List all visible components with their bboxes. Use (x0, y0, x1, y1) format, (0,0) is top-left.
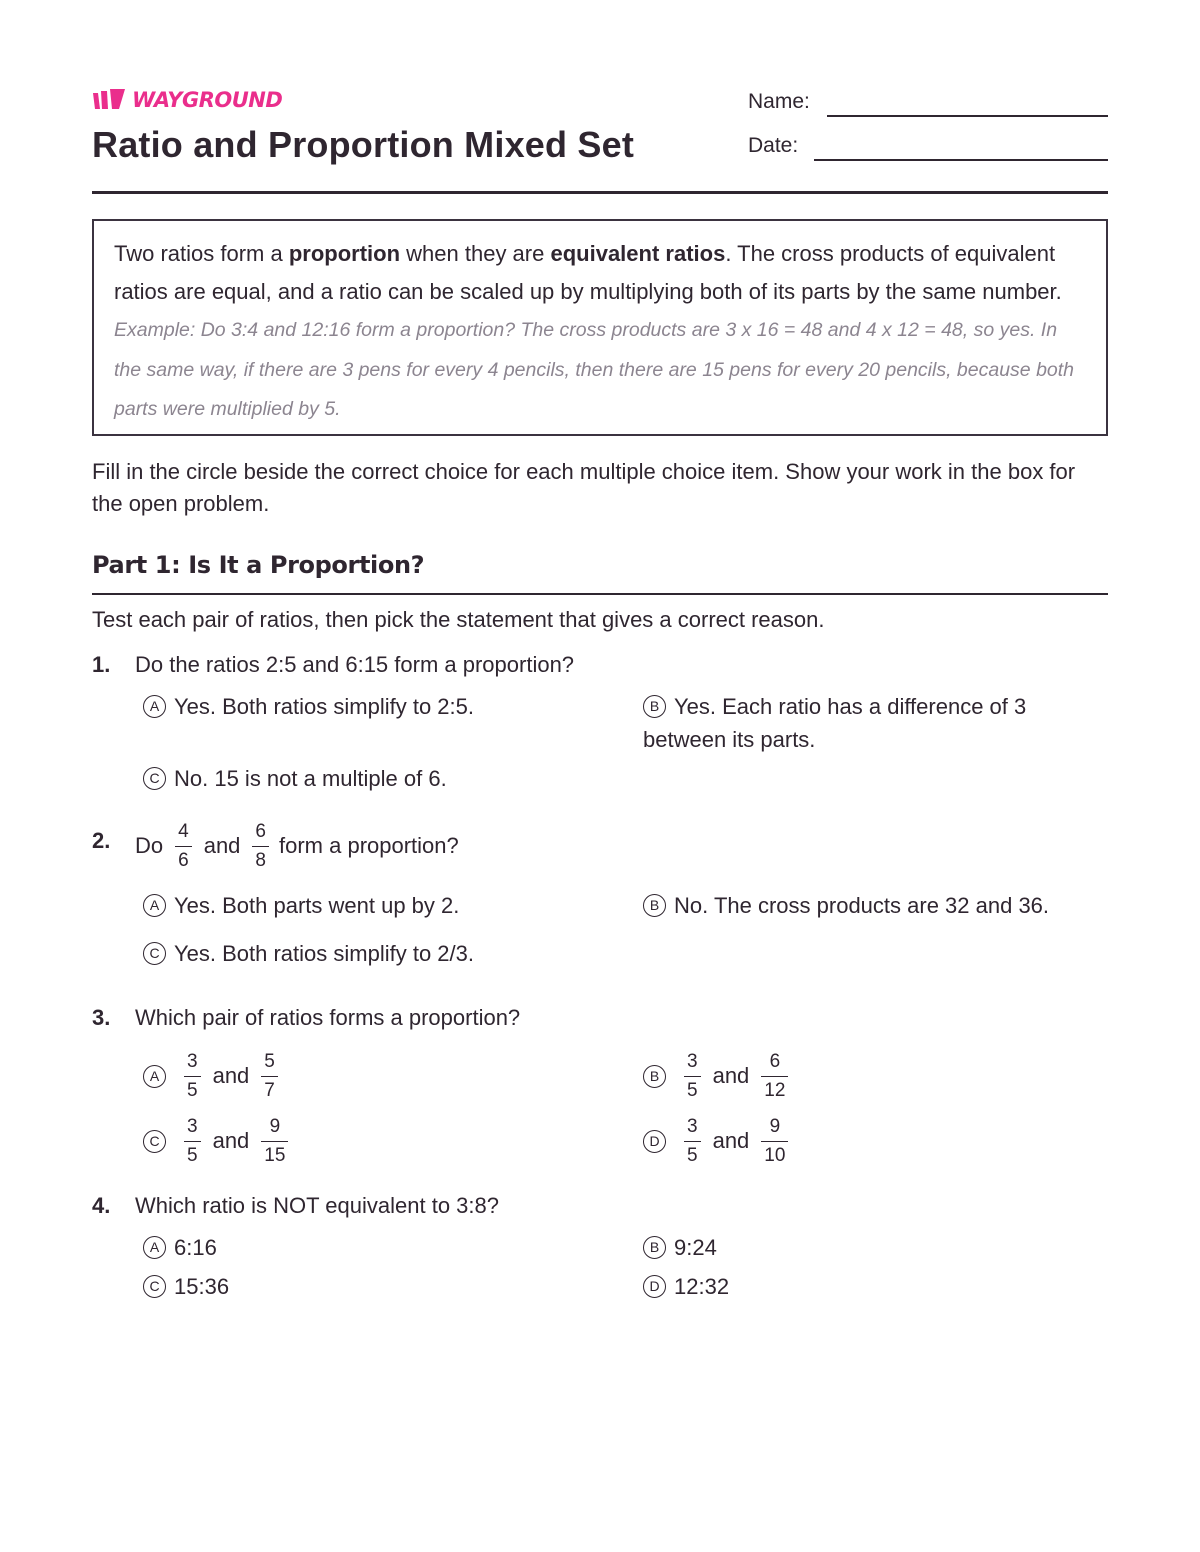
q4-choice-d[interactable] (643, 1270, 729, 1303)
q3-c-fraction-2 (261, 1116, 288, 1167)
q1-choice-c[interactable] (143, 762, 447, 795)
q3-c-fraction-1-denominator: 5 (187, 1144, 198, 1166)
name-field[interactable] (827, 115, 1108, 117)
page-title: Ratio and Proportion Mixed Set (92, 124, 635, 165)
intro-box (92, 219, 1108, 436)
q4-choice-d-text: 12:32 (674, 1274, 730, 1299)
q2-fraction-2-denominator: 8 (255, 849, 266, 871)
intro-text-2: when they are (400, 241, 551, 266)
intro-text-1: Two ratios form a (114, 241, 289, 266)
q2-choice-b-bubble[interactable]: B (643, 894, 666, 917)
q3-a-and: and (212, 1063, 250, 1088)
q2-fraction-1 (175, 821, 192, 872)
q3-choice-a-bubble[interactable]: A (143, 1065, 166, 1088)
q4-choice-c-text: 15:36 (174, 1274, 230, 1299)
q3-choice-c[interactable] (143, 1110, 292, 1172)
question-1-number: 1. (92, 652, 111, 677)
q1-choice-b-text: Yes. Each ratio has a difference of 3 between its parts. (643, 694, 1027, 752)
q3-a-fraction-1-numerator: 3 (184, 1051, 201, 1077)
q3-d-fraction-2-numerator: 9 (761, 1116, 788, 1142)
q1-choice-c-text: No. 15 is not a multiple of 6. (174, 766, 447, 791)
question-2-text (135, 816, 459, 876)
q3-d-fraction-1-numerator: 3 (684, 1116, 701, 1142)
question-2-number: 2. (92, 828, 111, 853)
q2-and: and (203, 833, 241, 858)
q2-choice-c-text: Yes. Both ratios simplify to 2/3. (174, 941, 474, 966)
q4-choice-c-bubble[interactable]: C (143, 1275, 166, 1298)
question-4-text: Which ratio is NOT equivalent to 3:8? (135, 1193, 499, 1218)
intro-term-proportion: proportion (288, 241, 401, 266)
q3-b-fraction-1-denominator: 5 (687, 1079, 698, 1101)
q4-choice-b-text: 9:24 (674, 1235, 717, 1260)
q2-choice-a-bubble[interactable]: A (143, 894, 166, 917)
q4-choice-a-bubble[interactable]: A (143, 1236, 166, 1259)
q3-b-and: and (712, 1063, 750, 1088)
q3-d-fraction-2-denominator: 10 (764, 1144, 786, 1166)
q3-a-fraction-2-denominator: 7 (264, 1079, 275, 1101)
q3-choice-d-bubble[interactable]: D (643, 1130, 666, 1153)
brand-name: WAYGROUND (132, 88, 283, 112)
q3-choice-b[interactable] (643, 1045, 792, 1107)
q2-choice-a-text: Yes. Both parts went up by 2. (174, 893, 460, 918)
q3-c-fraction-2-denominator: 15 (264, 1144, 286, 1166)
q2-fraction-1-denominator: 6 (178, 849, 189, 871)
q2-choice-b-text: No. The cross products are 32 and 36. (674, 893, 1050, 918)
q2-fraction-2-numerator: 6 (252, 821, 269, 847)
q3-a-fraction-1-denominator: 5 (187, 1079, 198, 1101)
question-2-text-end: form a proportion? (279, 833, 459, 858)
q4-choice-b-bubble[interactable]: B (643, 1236, 666, 1259)
q3-b-fraction-1 (684, 1051, 701, 1102)
intro-term-equivalent-ratios: equivalent ratios (550, 241, 726, 266)
part-1-title: Part 1: Is It a Proportion? (92, 551, 425, 579)
wayground-logo-icon (92, 89, 126, 111)
q2-choice-c[interactable] (143, 937, 474, 970)
q1-choice-b-bubble[interactable]: B (643, 695, 666, 718)
intro-example: Example: Do 3:4 and 12:16 form a proportion? The cross products are 3 x 16 = 48 and 4 x 12 = 48, so yes. In the same way, if there are 3 pens for every 4 pencils, then there are 15 pens for every 20 pencils, because both parts were multiplied by 5. (114, 319, 1075, 420)
part-1-description: Test each pair of ratios, then pick the statement that gives a correct reason. (92, 607, 825, 632)
q3-a-fraction-2-numerator: 5 (261, 1051, 278, 1077)
header-divider (92, 191, 1108, 194)
q3-choice-a[interactable] (143, 1045, 282, 1107)
date-field[interactable] (814, 159, 1108, 161)
intro-text-3: . The cross products of equivalent ratios are equal, and a ratio can be scaled up by multiplying both of its parts by the same number. (114, 241, 1062, 304)
question-1-text: Do the ratios 2:5 and 6:15 form a proportion? (135, 652, 575, 677)
instructions: Fill in the circle beside the correct choice for each multiple choice item. Show your work in the box for the open problem. (92, 459, 1076, 516)
q3-c-and: and (212, 1128, 250, 1153)
q1-choice-b[interactable] (643, 690, 1108, 756)
q4-choice-a-text: 6:16 (174, 1235, 217, 1260)
q3-b-fraction-2-denominator: 12 (764, 1079, 786, 1101)
part-1-divider (92, 593, 1108, 595)
q3-d-fraction-2 (761, 1116, 788, 1167)
q1-choice-a-text: Yes. Both ratios simplify to 2:5. (174, 694, 474, 719)
q3-b-fraction-2 (761, 1051, 788, 1102)
q3-a-fraction-1 (184, 1051, 201, 1102)
q1-choice-c-bubble[interactable]: C (143, 767, 166, 790)
q3-a-fraction-2 (261, 1051, 278, 1102)
q2-choice-a[interactable] (143, 889, 459, 922)
q3-choice-b-bubble[interactable]: B (643, 1065, 666, 1088)
q3-c-fraction-1 (184, 1116, 201, 1167)
q3-choice-c-bubble[interactable]: C (143, 1130, 166, 1153)
question-2-text-do: Do (135, 833, 164, 858)
date-label: Date: (748, 134, 799, 157)
q2-choice-c-bubble[interactable]: C (143, 942, 166, 965)
q1-choice-a[interactable] (143, 690, 474, 723)
q3-b-fraction-1-numerator: 3 (684, 1051, 701, 1077)
name-label: Name: (748, 90, 810, 113)
question-4-number: 4. (92, 1193, 111, 1218)
q3-choice-d[interactable] (643, 1110, 792, 1172)
q3-d-and: and (712, 1128, 750, 1153)
q3-d-fraction-1-denominator: 5 (687, 1144, 698, 1166)
question-3-number: 3. (92, 1005, 111, 1030)
question-3-text: Which pair of ratios forms a proportion? (135, 1005, 521, 1030)
q3-c-fraction-2-numerator: 9 (261, 1116, 288, 1142)
q4-choice-b[interactable] (643, 1231, 717, 1264)
q3-c-fraction-1-numerator: 3 (184, 1116, 201, 1142)
q4-choice-a[interactable] (143, 1231, 217, 1264)
q3-b-fraction-2-numerator: 6 (761, 1051, 788, 1077)
q4-choice-c[interactable] (143, 1270, 229, 1303)
brand-logo (92, 88, 282, 112)
q2-choice-b[interactable] (643, 889, 1049, 922)
q4-choice-d-bubble[interactable]: D (643, 1275, 666, 1298)
q2-fraction-2 (252, 821, 269, 872)
q3-d-fraction-1 (684, 1116, 701, 1167)
q1-choice-a-bubble[interactable]: A (143, 695, 166, 718)
q2-fraction-1-numerator: 4 (175, 821, 192, 847)
